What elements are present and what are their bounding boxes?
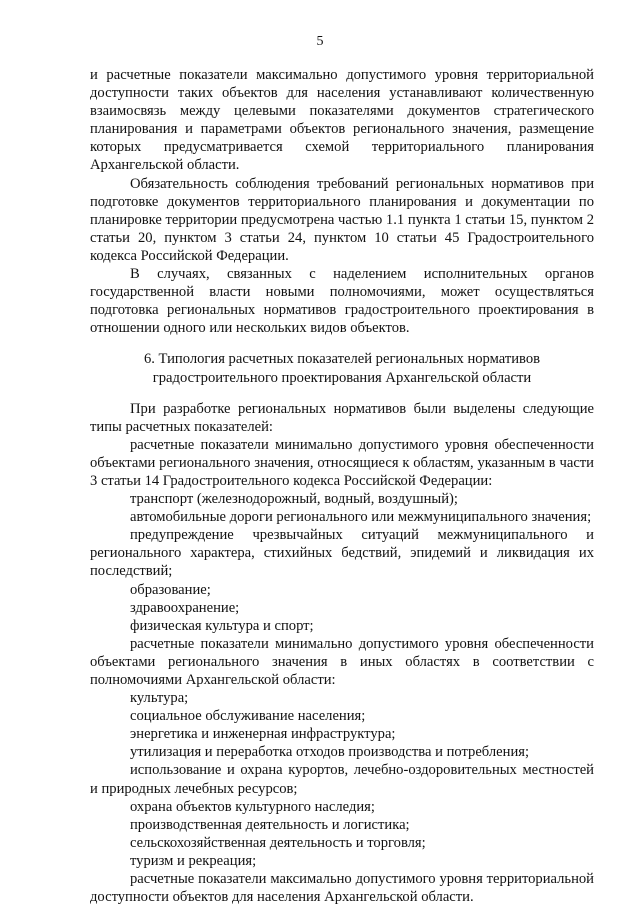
paragraph: В случаях, связанных с наделением исполнительных органов государственной власти новыми полномочиями, может осуществляться подготовка региональных нормативов градостроительного проектирования в отношении одного или нескольких видов объектов. <box>90 266 594 337</box>
list-item: использование и охрана курортов, лечебно-оздоровительных местностей и природных лечебных ресурсов; <box>90 762 594 797</box>
section-heading: 6. Типология расчетных показателей региональных нормативов градостроительного проектирования Архангельской области <box>143 351 541 386</box>
list-item: образование; <box>130 581 211 598</box>
paragraph: и расчетные показатели максимально допустимого уровня территориальной доступности таких объектов для населения устанавливают количественную взаимосвязь между целевыми показателями документов стратегического планирования и параметрами объектов регионального значения, размещение которых предусматривается схемой территориального планирования Архангельской области. <box>90 67 594 174</box>
list-item: автомобильные дороги регионального или межмуниципального значения; <box>130 509 592 526</box>
list-item: культура; <box>130 690 189 707</box>
list-item: энергетика и инженерная инфраструктура; <box>130 726 396 743</box>
list-group-title: расчетные показатели максимально допустимого уровня территориальной доступности объектов для населения Архангельской области. <box>90 871 594 906</box>
list-item: здравоохранение; <box>130 599 240 616</box>
list-item: туризм и рекреация; <box>130 852 257 869</box>
list-group-title: расчетные показатели минимально допустимого уровня обеспеченности объектами регионального значения в иных областях в соответствии с полномочиями Архангельской области: <box>90 635 594 688</box>
list-item: физическая культура и спорт; <box>130 617 314 634</box>
section-intro: При разработке региональных нормативов были выделены следующие типы расчетных показателей: <box>90 400 594 435</box>
page-number: 5 <box>316 34 324 49</box>
document-body <box>90 66 594 906</box>
list-group-title: расчетные показатели минимально допустимого уровня обеспеченности объектами регионального значения, относящиеся к областям, указанным в части 3 статьи 14 Градостроительного кодекса Российской Федерации: <box>90 436 594 489</box>
list-item: утилизация и переработка отходов производства и потребления; <box>130 744 530 761</box>
list-item: социальное обслуживание населения; <box>130 708 366 725</box>
paragraph: Обязательность соблюдения требований региональных нормативов при подготовке документов территориального планирования и документации по планировке территории предусмотрена частью 1.1 пункта 1 статьи 15, пунктом 2 статьи 20, пунктом 3 статьи 24, пунктом 10 статьи 45 Градостроительного кодекса Российской Федерации. <box>90 175 594 264</box>
list-item: охрана объектов культурного наследия; <box>130 798 375 815</box>
list-item: транспорт (железнодорожный, водный, воздушный); <box>130 491 458 508</box>
list-item: предупреждение чрезвычайных ситуаций межмуниципального и регионального характера, стихийных бедствий, эпидемий и ликвидация их последствий; <box>90 527 594 580</box>
list-item: сельскохозяйственная деятельность и торговля; <box>130 834 426 851</box>
list-item: производственная деятельность и логистика; <box>130 816 410 833</box>
